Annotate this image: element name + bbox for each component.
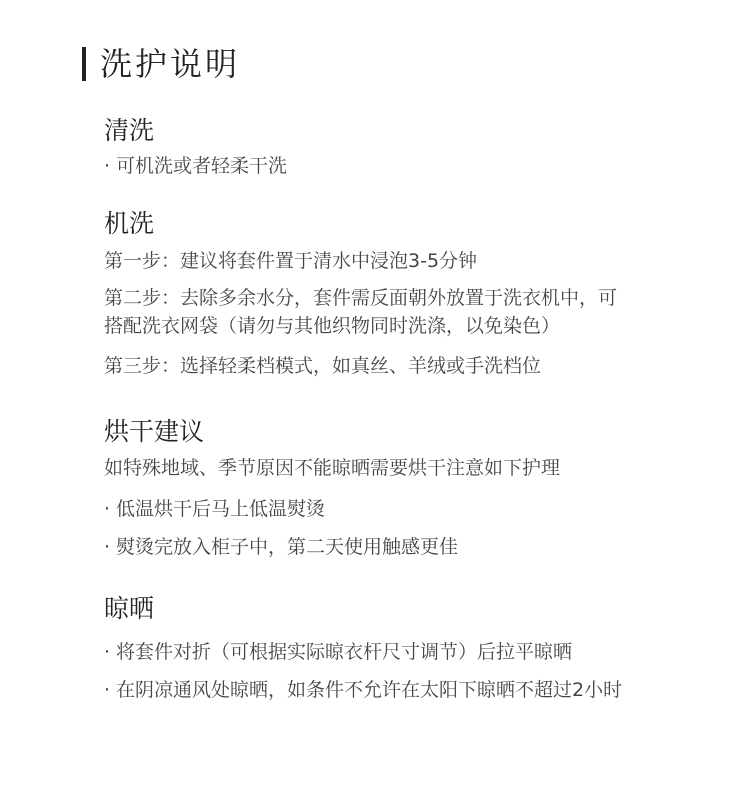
dry-item-text: 低温烘干后马上低温熨烫 xyxy=(116,498,326,520)
bullet-dot: · xyxy=(104,641,111,663)
machine-step-3: 第三步：选择轻柔档模式，如真丝、羊绒或手洗档位 xyxy=(104,355,542,377)
bullet-dot: · xyxy=(104,679,111,701)
machine-step-2: 第二步：去除多余水分，套件需反面朝外放置于洗衣机中，可 xyxy=(104,287,618,309)
bullet-dot: · xyxy=(104,155,111,177)
sun-item-text: 在阴凉通风处晾晒，如条件不允许在太阳下晾晒不超过2小时 xyxy=(116,679,623,701)
dry-item xyxy=(104,495,325,523)
section-heading-dry: 烘干建议 xyxy=(104,417,205,446)
sun-item-text: 将套件对折（可根据实际晾衣杆尺寸调节）后拉平晾晒 xyxy=(116,641,573,663)
machine-step-1: 第一步：建议将套件置于清水中浸泡3-5分钟 xyxy=(104,250,478,272)
section-heading-machine: 机洗 xyxy=(104,209,155,238)
section-heading-wash: 清洗 xyxy=(104,116,155,145)
dry-intro: 如特殊地域、季节原因不能晾晒需要烘干注意如下护理 xyxy=(104,457,561,479)
dry-item-text: 熨烫完放入柜子中，第二天使用触感更佳 xyxy=(116,536,459,558)
bullet-dot: · xyxy=(104,498,111,520)
dry-item xyxy=(104,533,458,561)
sun-item xyxy=(104,676,622,704)
machine-step-2-cont: 搭配洗衣网袋（请勿与其他织物同时洗涤，以免染色） xyxy=(104,315,561,337)
sun-item xyxy=(104,638,572,666)
bullet-dot: · xyxy=(104,536,111,558)
page-title-block xyxy=(82,44,240,84)
page-title: 洗护说明 xyxy=(100,45,241,83)
title-accent-bar xyxy=(82,47,86,81)
wash-item xyxy=(104,152,287,180)
section-heading-sun: 晾晒 xyxy=(104,594,155,623)
wash-item-text: 可机洗或者轻柔干洗 xyxy=(116,155,288,177)
